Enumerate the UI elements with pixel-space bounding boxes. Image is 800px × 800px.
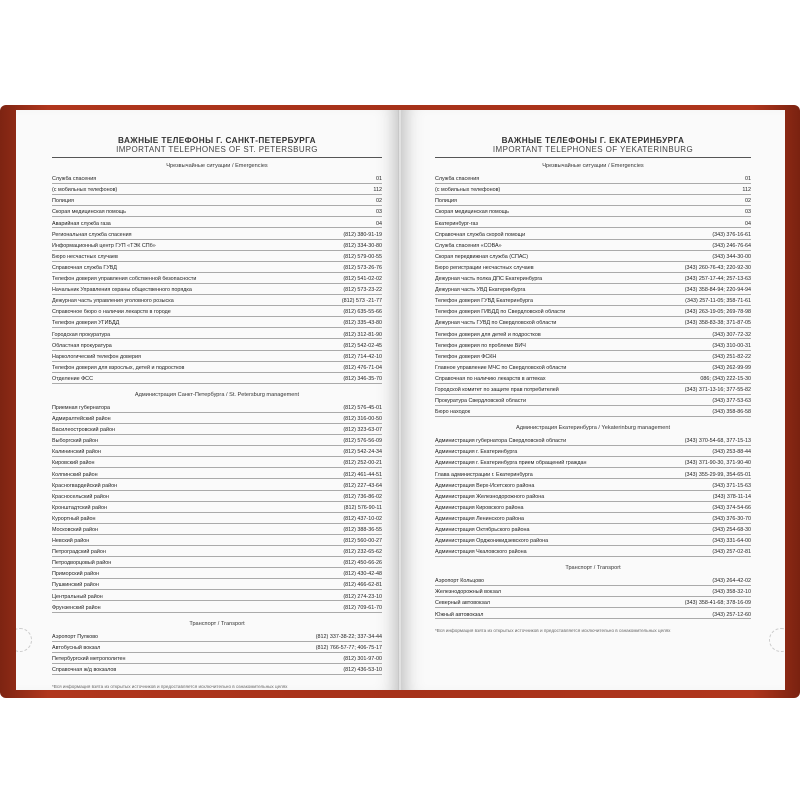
entry-name: Наркологический телефон доверия <box>52 353 141 360</box>
page-subtitle: IMPORTANT TELEPHONES OF YEKATERINBURG <box>435 145 751 158</box>
entry-phone: (812) 542-24-34 <box>343 449 382 456</box>
entry-name: Справочная служба скорой помощи <box>435 231 526 238</box>
entry-name: Администрация г. Екатеринбурга прием обращений граждан <box>435 460 587 467</box>
entry-name: Красносельский район <box>52 493 109 500</box>
phone-entry-row <box>435 195 751 206</box>
entry-phone: (343) 358-84-94; 220-94-94 <box>684 287 751 294</box>
entry-name: Железнодорожный вокзал <box>435 589 501 596</box>
entry-name: Полиция <box>52 198 74 205</box>
phone-entry-row <box>52 568 382 579</box>
entry-name: Центральный район <box>52 593 103 600</box>
entry-phone: 04 <box>745 220 751 227</box>
entry-name: Скорая медицинская помощь <box>435 209 509 216</box>
entry-name: Пушкинский район <box>52 582 99 589</box>
phone-entry-row <box>435 524 751 535</box>
entry-name: Городская прокуратура <box>52 331 111 338</box>
entry-name: Северный автовокзал <box>435 600 491 607</box>
entry-phone: (812) 560-00-27 <box>343 538 382 545</box>
entry-name: Администрация губернатора Свердловской области <box>435 438 567 445</box>
entry-name: Телефон доверия ФСКН <box>435 353 497 360</box>
phone-entry-row <box>52 546 382 557</box>
phone-entry-row <box>52 513 382 524</box>
entry-phone: (812) 380-91-19 <box>343 231 382 238</box>
phone-entry-row <box>52 184 382 195</box>
entry-phone: (812) 437-10-02 <box>343 515 382 522</box>
phone-entry-row <box>435 513 751 524</box>
entry-name: Справочная ж/д вокзалов <box>52 667 117 674</box>
phone-entry-row <box>435 206 751 217</box>
entry-name: Дежурная часть ГУВД по Свердловской области <box>435 320 557 327</box>
entry-phone: (812) 335-43-80 <box>343 320 382 327</box>
entry-phone: (812) 709-61-70 <box>343 604 382 611</box>
entry-phone: (343) 260-76-43; 220-92-30 <box>684 264 751 271</box>
phone-entry-row <box>52 373 382 384</box>
entry-phone: (812) 576-90-11 <box>343 504 382 511</box>
entry-name: Администрация Чкаловского района <box>435 549 527 556</box>
entry-phone: (343) 257-02-81 <box>712 549 751 556</box>
phone-entry-row <box>435 502 751 513</box>
phone-entry-row <box>435 435 751 446</box>
entry-phone: (812) 542-02-45 <box>343 342 382 349</box>
phone-entry-row <box>52 502 382 513</box>
phone-entry-row <box>52 262 382 273</box>
entry-name: Автобусный вокзал <box>52 644 101 651</box>
entry-name: (с мобильных телефонов) <box>435 187 501 194</box>
entry-name: Служба спасения <box>435 176 480 183</box>
footnote: *Вся информация взята из открытых источников и предоставляется исключительно в ознакомительных целях <box>435 628 671 634</box>
entry-name: Глава администрации г. Екатеринбурга <box>435 471 533 478</box>
entry-phone: (812) 576-45-01 <box>343 404 382 411</box>
entry-name: Администрация Октябрьского района <box>435 527 530 533</box>
entry-phone: (812) 334-30-80 <box>343 242 382 249</box>
phone-entry-row <box>435 546 751 557</box>
phone-entry-row <box>435 217 751 228</box>
phone-entry-row <box>435 608 751 619</box>
entry-phone: (343) 310-00-31 <box>712 342 751 349</box>
phone-entry-row <box>52 351 382 362</box>
phone-entry-row <box>52 524 382 535</box>
entry-phone: (343) 257-17-44; 257-13-63 <box>684 276 751 283</box>
phone-entry-row <box>52 590 382 601</box>
entry-phone: 112 <box>373 187 382 194</box>
entry-phone: (812) 714-42-10 <box>343 353 382 360</box>
entry-name: Служба спасения <box>52 176 97 183</box>
right-page-content <box>435 136 751 633</box>
entry-phone: (343) 307-72-32 <box>712 331 751 338</box>
entry-name: Телефон доверия для взрослых, детей и подростков <box>52 364 185 371</box>
page-title: ВАЖНЫЕ ТЕЛЕФОНЫ Г. САНКТ-ПЕТЕРБУРГА <box>118 136 316 145</box>
entry-phone: (812) 316-00-50 <box>343 416 382 423</box>
entry-name: Главное управление МЧС по Свердловской области <box>435 364 567 371</box>
entry-name: Бюро регистрации несчастных случаев <box>435 264 534 271</box>
left-page-content <box>52 136 382 689</box>
phone-entry-row <box>52 642 382 653</box>
phone-entry-row <box>435 262 751 273</box>
phone-entry-row <box>435 240 751 251</box>
entry-name: Приморский район <box>52 571 100 578</box>
entry-phone: (343) 358-86-58 <box>712 409 751 416</box>
phone-entry-row <box>435 575 751 586</box>
phone-entry-row <box>435 306 751 317</box>
entry-phone: (343) 254-68-30 <box>712 527 751 533</box>
phone-entry-row <box>52 362 382 373</box>
page-subtitle: IMPORTANT TELEPHONES OF ST. PETERSBURG <box>52 145 382 158</box>
entry-phone: (812) 466-62-81 <box>343 582 382 589</box>
entry-phone: (343) 371-13-16; 377-55-82 <box>684 386 751 393</box>
section-heading: Администрация Санкт-Петербурга / St. Petersburg management <box>134 391 300 398</box>
entry-phone: (343) 358-32-10 <box>712 589 751 596</box>
phone-entry-row <box>52 195 382 206</box>
entry-phone: 01 <box>376 176 382 183</box>
entry-phone: (343) 251-82-22 <box>712 353 751 360</box>
entry-name: (с мобильных телефонов) <box>52 187 118 194</box>
entry-phone: (812) 579-00-55 <box>343 253 382 260</box>
entry-name: Администрация г. Екатеринбурга <box>435 449 518 456</box>
phone-entry-row <box>435 491 751 502</box>
phone-entry-row <box>52 251 382 262</box>
phone-entry-row <box>52 424 382 435</box>
entry-name: Телефон доверия УГИБДД <box>52 320 120 327</box>
entry-phone: (812) 252-00-21 <box>343 460 382 467</box>
phone-entry-row <box>52 339 382 350</box>
entry-phone: (812) 323-63-07 <box>343 427 382 434</box>
section-heading: Чрезвычайные ситуации / Emergencies <box>166 163 268 169</box>
phone-entry-row <box>52 446 382 457</box>
phone-entry-row <box>52 217 382 228</box>
entry-phone: (812) 312-81-90 <box>343 331 382 338</box>
phone-entry-row <box>52 402 382 413</box>
entry-phone: (812) 274-23-10 <box>343 593 382 600</box>
entry-phone: (343) 355-29-99, 354-65-01 <box>684 471 751 478</box>
phone-entry-row <box>52 328 382 339</box>
phone-entry-row <box>435 457 751 468</box>
entry-name: Администрация Кировского района <box>435 504 524 511</box>
phone-entry-row <box>435 273 751 284</box>
entry-name: Служба спасения «СОВА» <box>435 242 502 249</box>
phone-entry-row <box>435 468 751 479</box>
entry-name: Администрация Железнодорожного района <box>435 493 545 500</box>
right-page <box>401 110 785 690</box>
phone-entry-row <box>52 413 382 424</box>
entry-phone: (343) 246-76-64 <box>712 242 751 249</box>
entry-phone: (343) 371-15-63 <box>712 482 751 489</box>
entry-phone: (812) 337-38-22; 337-34-44 <box>315 633 382 640</box>
phone-entry-row <box>52 579 382 590</box>
sections <box>435 163 751 619</box>
entry-phone: (812) 346-35-70 <box>343 375 382 382</box>
entry-name: Приемная губернатора <box>52 404 110 411</box>
phone-entry-row <box>435 351 751 362</box>
entry-phone: (343) 376-30-70 <box>712 515 751 522</box>
entry-phone: (812) 573 -21-77 <box>341 298 382 305</box>
section-heading: Администрация Екатеринбурга / Yekaterinburg management <box>515 425 671 432</box>
phone-entry-row <box>435 362 751 373</box>
phone-entry-row <box>435 173 751 184</box>
entry-phone: 086; (343) 222-15-30 <box>700 375 751 382</box>
page-corner-mark <box>16 628 32 652</box>
phone-entry-row <box>52 306 382 317</box>
phone-entry-row <box>52 664 382 675</box>
entry-phone: (812) 541-02-02 <box>343 276 382 283</box>
entry-name: Скорая медицинская помощь <box>52 209 126 216</box>
entry-name: Справочное бюро о наличии лекарств в городе <box>52 309 171 316</box>
phone-entry-row <box>52 317 382 328</box>
entry-name: Бюро несчастных случаев <box>52 253 118 260</box>
entry-name: Полиция <box>435 198 457 205</box>
entry-name: Дежурная часть УВД Екатеринбурга <box>435 287 526 294</box>
phone-entry-row <box>435 251 751 262</box>
entry-phone: (343) 257-12-60 <box>712 611 751 618</box>
phone-entry-row <box>435 295 751 306</box>
phone-entry-row <box>52 435 382 446</box>
entry-name: Администрация Орджоникидзевского района <box>435 538 549 545</box>
entry-name: Екатеринбург-газ <box>435 220 478 227</box>
entry-name: Невский район <box>52 538 90 545</box>
phone-entry-row <box>435 284 751 295</box>
entry-phone: (812) 430-42-48 <box>343 571 382 578</box>
entry-phone: (343) 371-90-30, 371-90-40 <box>684 460 751 467</box>
phone-entry-row <box>52 653 382 664</box>
entry-phone: (343) 344-30-00 <box>712 253 751 260</box>
phone-entry-row <box>52 228 382 239</box>
left-page <box>16 110 399 690</box>
phone-entry-row <box>435 317 751 328</box>
entry-phone: (343) 331-64-00 <box>712 538 751 545</box>
phone-entry-row <box>435 406 751 417</box>
entry-name: Дежурная часть управления уголовного розыска <box>52 298 174 305</box>
entry-phone: (812) 573-26-76 <box>343 264 382 271</box>
entry-phone: (343) 378-11-14 <box>712 493 751 500</box>
phone-entry-row <box>52 206 382 217</box>
entry-name: Телефон доверия ГУВД Екатеринбурга <box>435 298 533 305</box>
entry-phone: (812) 232-65-62 <box>343 549 382 556</box>
phone-entry-row <box>52 491 382 502</box>
phone-entry-row <box>52 457 382 468</box>
phone-entry-row <box>435 586 751 597</box>
entry-name: Прокуратура Свердловской области <box>435 398 526 405</box>
phone-entry-row <box>52 240 382 251</box>
phone-entry-row <box>52 479 382 490</box>
entry-name: Телефон доверия по проблеме ВИЧ <box>435 342 526 349</box>
phone-entry-row <box>52 468 382 479</box>
entry-name: Администрация Верх-Исетского района <box>435 482 535 489</box>
entry-phone: (812) 476-71-04 <box>343 364 382 371</box>
entry-name: Кронштадтский район <box>52 504 107 511</box>
entry-phone: (343) 370-54-68, 377-15-13 <box>684 438 751 445</box>
entry-phone: (812) 461-44-51 <box>343 471 382 478</box>
entry-name: Дежурная часть полка ДПС Екатеринбурга <box>435 276 543 283</box>
entry-phone: (343) 257-11-05; 358-71-61 <box>685 298 751 305</box>
entry-name: Бюро находок <box>435 409 471 416</box>
entry-phone: (343) 374-54-66 <box>712 504 751 511</box>
entry-name: Региональная служба спасения <box>52 231 132 238</box>
entry-name: Городской комитет по защите прав потребителей <box>435 386 559 393</box>
page-title: ВАЖНЫЕ ТЕЛЕФОНЫ Г. ЕКАТЕРИНБУРГА <box>501 136 685 145</box>
entry-name: Областная прокуратура <box>52 342 112 349</box>
entry-name: Выборгский район <box>52 438 98 445</box>
entry-name: Курортный район <box>52 515 96 522</box>
phone-entry-row <box>52 295 382 306</box>
phone-entry-row <box>435 328 751 339</box>
entry-name: Аварийная служба газа <box>52 220 111 227</box>
entry-phone: (343) 358-41-68; 378-16-09 <box>684 600 751 607</box>
phone-entry-row <box>435 373 751 384</box>
entry-name: Василеостровский район <box>52 427 115 434</box>
entry-name: Колпинский район <box>52 471 98 478</box>
entry-name: Кировский район <box>52 460 95 467</box>
phone-entry-row <box>435 228 751 239</box>
entry-phone: 04 <box>376 220 382 227</box>
phone-entry-row <box>52 173 382 184</box>
phone-entry-row <box>52 284 382 295</box>
entry-name: Аэропорт Кольцово <box>435 578 485 585</box>
phone-entry-row <box>52 601 382 612</box>
phone-entry-row <box>52 631 382 642</box>
entry-name: Калининский район <box>52 449 101 456</box>
phone-entry-row <box>435 479 751 490</box>
footnote: *Вся информация взята из открытых источников и предоставляется исключительно в ознакомительных целях <box>52 683 288 689</box>
entry-phone: (343) 376-16-61 <box>712 231 751 238</box>
entry-name: Южный автовокзал <box>435 611 484 618</box>
sections <box>52 163 382 675</box>
entry-phone: 02 <box>376 198 382 205</box>
entry-name: Справочная по наличию лекарств в аптеках <box>435 375 546 382</box>
phone-entry-row <box>435 184 751 195</box>
entry-phone: (812) 301-97-00 <box>343 655 382 662</box>
phone-entry-row <box>435 535 751 546</box>
entry-name: Начальник Управления охраны общественного порядка <box>52 287 192 294</box>
section-heading: Транспорт / Transport <box>189 620 245 627</box>
entry-name: Отделение ФСС <box>52 375 93 382</box>
entry-name: Фрунзенский район <box>52 604 101 611</box>
entry-phone: (343) 264-42-02 <box>712 578 751 585</box>
entry-name: Аэропорт Пулково <box>52 633 99 640</box>
entry-phone: (812) 576-56-09 <box>343 438 382 445</box>
entry-phone: 112 <box>742 187 751 194</box>
entry-name: Справочная служба ГУВД <box>52 264 117 271</box>
entry-phone: 03 <box>376 209 382 216</box>
entry-phone: (812) 388-36-55 <box>343 527 382 533</box>
entry-phone: (343) 253-88-44 <box>712 449 751 456</box>
section-heading: Чрезвычайные ситуации / Emergencies <box>542 163 644 169</box>
entry-name: Петроградский район <box>52 549 106 556</box>
entry-name: Скорая передвижная служба (СПАС) <box>435 253 528 260</box>
phone-entry-row <box>52 535 382 546</box>
entry-name: Красногвардейский район <box>52 482 118 489</box>
phone-entry-row <box>435 339 751 350</box>
entry-name: Телефон доверия ГИБДД по Свердловской области <box>435 309 566 316</box>
page-corner-mark <box>769 628 785 652</box>
entry-phone: (343) 263-19-05; 269-78-98 <box>684 309 751 316</box>
entry-name: Адмиралтейский район <box>52 416 111 423</box>
entry-phone: (812) 227-43-64 <box>343 482 382 489</box>
phone-entry-row <box>435 395 751 406</box>
phone-entry-row <box>435 384 751 395</box>
entry-phone: (343) 377-53-63 <box>712 398 751 405</box>
entry-name: Администрация Ленинского района <box>435 515 525 522</box>
phone-entry-row <box>52 557 382 568</box>
entry-name: Телефон доверия для детей и подростков <box>435 331 541 338</box>
entry-name: Петербургский метрополитен <box>52 655 126 662</box>
entry-phone: 01 <box>745 176 751 183</box>
phone-entry-row <box>435 446 751 457</box>
entry-phone: (812) 436-53-10 <box>343 667 382 674</box>
entry-name: Телефон доверия управления собственной безопасности <box>52 276 197 283</box>
entry-name: Петродворцовый район <box>52 560 112 567</box>
section-heading: Транспорт / Transport <box>565 565 621 572</box>
entry-phone: (812) 635-55-66 <box>343 309 382 316</box>
entry-name: Московский район <box>52 527 99 533</box>
entry-name: Информационный центр ГУП «ТЭК СПб» <box>52 242 156 249</box>
entry-phone: 03 <box>745 209 751 216</box>
entry-phone: (812) 573-23-22 <box>343 287 382 294</box>
entry-phone: (812) 450-66-26 <box>343 560 382 567</box>
entry-phone: (343) 358-83-38; 371-87-05 <box>684 320 751 327</box>
entry-phone: (343) 262-99-99 <box>712 364 751 371</box>
entry-phone: (812) 766-57-77; 406-75-17 <box>315 644 382 651</box>
entry-phone: (812) 736-86-02 <box>343 493 382 500</box>
phone-entry-row <box>435 597 751 608</box>
phone-entry-row <box>52 273 382 284</box>
entry-phone: 02 <box>745 198 751 205</box>
